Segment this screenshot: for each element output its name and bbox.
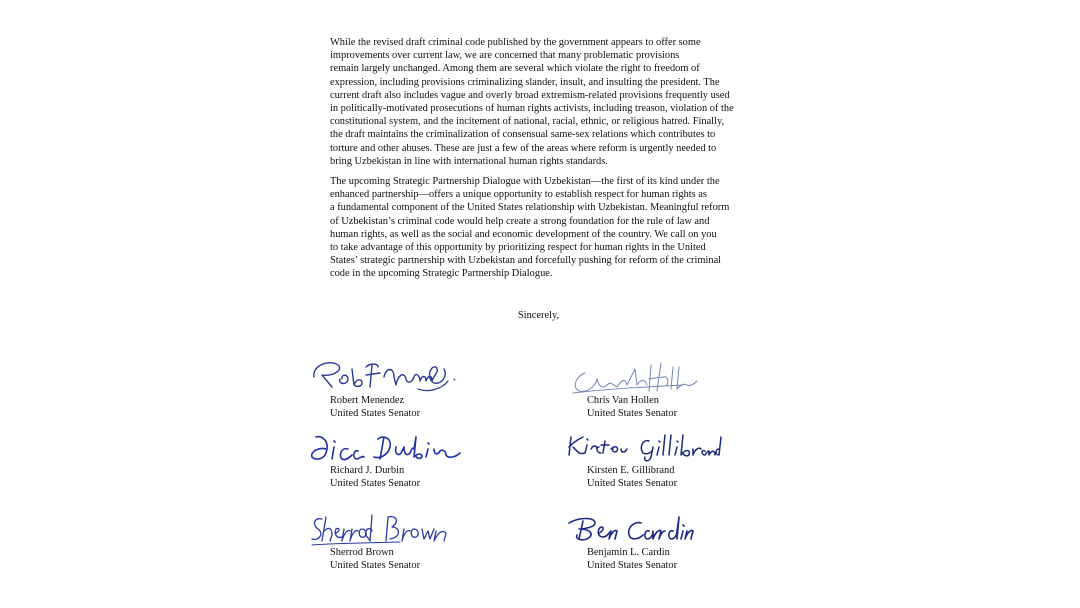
- signatory-name: Sherrod Brown: [330, 547, 394, 558]
- paragraph-line: enhanced partnership—offers a unique opportunity to establish respect for human rights as: [330, 189, 707, 201]
- paragraph-line: torture and other abuses. These are just a few of the areas where reform is urgently needed to: [330, 142, 717, 154]
- signature-block-durbin: [330, 427, 550, 505]
- paragraph-line: to take advantage of this opportunity by prioritizing respect for human rights in the United: [330, 242, 706, 254]
- signatory-name: Richard J. Durbin: [330, 465, 405, 476]
- paragraph-line: human rights, as well as the social and economic development of the country. We call on you: [330, 228, 717, 240]
- signatory-name: Chris Van Hollen: [587, 395, 659, 406]
- signature-block-van-hollen: [587, 357, 807, 435]
- signatory-title: United States Senator: [330, 478, 421, 489]
- paragraph-line: a fundamental component of the United States relationship with Uzbekistan. Meaningful reform: [330, 202, 730, 214]
- signature-stroke: [569, 437, 627, 455]
- signature-stroke: [641, 435, 721, 461]
- signatory-name: Benjamin L. Cardin: [587, 547, 670, 558]
- signature-stroke: [569, 519, 617, 540]
- paragraph-line: bring Uzbekistan in line with international human rights standards.: [330, 155, 608, 167]
- paragraph-line: improvements over current law, we are concerned that many problematic provisions: [330, 50, 680, 62]
- signature-stroke: [629, 517, 693, 539]
- paragraph-line: While the revised draft criminal code published by the government appears to offer some: [330, 37, 701, 48]
- paragraph-line: remain largely unchanged. Among them are several which violate the right to freedom of: [330, 63, 700, 75]
- signatory-title: United States Senator: [587, 478, 678, 489]
- body-paragraph-1: [330, 36, 750, 168]
- signatory-title: United States Senator: [587, 408, 678, 419]
- signatory-name: Kirsten E. Gillibrand: [587, 465, 675, 476]
- paragraph-line: current draft also includes vague and overly broad extremism-related provisions frequently used: [330, 89, 730, 101]
- signature-block-gillibrand: [587, 427, 807, 505]
- body-paragraph-2: [330, 175, 750, 281]
- paragraph-line: of Uzbekistan’s criminal code would help create a strong foundation for the rule of law and: [330, 215, 710, 227]
- closing-salutation: Sincerely,: [517, 310, 560, 321]
- signature-block-brown: [330, 509, 550, 587]
- signature-stroke: [386, 517, 446, 541]
- signature-stroke: [314, 363, 445, 387]
- paragraph-line: in politically-motivated prosecutions of human rights activists, including treason, violation of the: [330, 103, 734, 115]
- signature-flourish: [418, 379, 455, 391]
- paragraph-line: code in the upcoming Strategic Partnership Dialogue.: [330, 268, 553, 280]
- paragraph-line: expression, including provisions criminalizing slander, insult, and insulting the president. The: [330, 76, 720, 88]
- signature-stroke: [312, 515, 372, 541]
- signatory-title: United States Senator: [330, 408, 421, 419]
- signature-block-menendez: [330, 357, 550, 435]
- signature-block-cardin: [587, 509, 807, 587]
- paragraph-line: The upcoming Strategic Partnership Dialogue with Uzbekistan—the first of its kind under the: [330, 176, 720, 187]
- paragraph-line: constitutional system, and the incitement of national, racial, ethnic, or religious hatred. Finally,: [330, 116, 725, 128]
- paragraph-line: States’ strategic partnership with Uzbekistan and forcefully pushing for reform of the criminal: [330, 255, 722, 267]
- paragraph-line: the draft maintains the criminalization of consensual same-sex relations which contributes to: [330, 129, 716, 141]
- signatory-title: United States Senator: [587, 560, 678, 571]
- signatory-name: Robert Menendez: [330, 395, 405, 406]
- signature-stroke: [374, 437, 460, 459]
- signature-stroke: [312, 437, 364, 460]
- signature-flourish: [312, 542, 400, 545]
- signatory-title: United States Senator: [330, 560, 421, 571]
- signature-stroke: [575, 363, 697, 391]
